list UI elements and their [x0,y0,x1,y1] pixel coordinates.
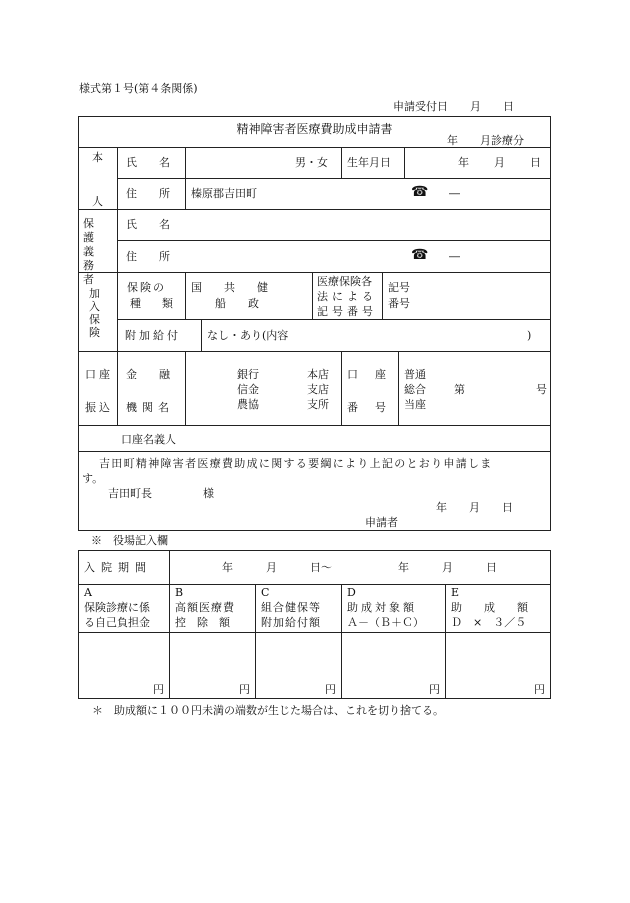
treatment-month: 年 月診療分 [447,134,524,147]
hospitalization-period-from[interactable]: 年 月 日〜 [222,561,332,574]
dob-month: 月 [494,156,505,169]
applicant-name-label: 氏 名 [126,156,170,169]
col-a-line1: 保険診療に係 [84,601,150,614]
col-c-line2: 附加給付額 [261,616,321,629]
col-d-unit: 円 [429,683,440,696]
footnote: ＊ 助成額に１００円未満の端数が生じた場合は、これを切り捨てる。 [92,704,444,717]
account-type-sogo[interactable]: 総合 [404,383,426,396]
applicant-address-value[interactable]: 榛原郡吉田町 [191,187,257,200]
col-b-line2: 控 除 額 [175,616,230,629]
addon-benefit-label: 附加給付 [125,329,181,342]
col-a-line2: る自己負担金 [84,616,150,629]
col-c-line1: 組合健保等 [261,601,321,614]
applicant-dob-label: 生年月日 [347,156,391,169]
col-d-line1: 助成対象額 [347,601,417,614]
declaration-line-1: 吉田町精神障害者医療費助成に関する要綱により上記のとおり申請しま [99,457,493,470]
col-e-letter: E [451,586,460,599]
hospitalization-period-label: 入院期間 [84,561,152,574]
insurance-number-label-3: 記号番号 [317,305,377,318]
guardian-section-label: 保護義務者 [83,217,99,286]
bank-section-label-top: 口座 [85,368,113,381]
col-c-unit: 円 [325,683,336,696]
bank-type-ginko[interactable]: 銀行 [237,368,259,381]
bank-institution-label-1: 金 融 [126,368,170,381]
insurance-kind-label-2: 種 類 [130,297,178,310]
insurance-section-label: 加入保険 [89,287,100,339]
branch-shisho[interactable]: 支所 [307,398,329,411]
account-go: 号 [536,383,547,396]
col-b-letter: B [175,586,184,599]
declaration-sama: 様 [203,487,214,500]
bank-type-shinkin[interactable]: 信金 [237,383,259,396]
applicant-address-label: 住 所 [126,187,170,200]
declaration-line-2: す。 [82,472,104,485]
col-b-line1: 高額医療費 [175,601,235,614]
applicant-section-label-bottom: 人 [92,195,103,208]
account-holder-label: 口座名義人 [121,433,176,446]
addon-benefit-close: ) [527,329,532,342]
applicant-sex[interactable]: 男・女 [295,156,328,169]
insurance-number-label-1: 医療保険各 [317,275,372,288]
form-title: 精神障害者医療費助成申請書 [236,122,393,136]
declaration-addressee: 吉田町長 [108,487,152,500]
guardian-name-label: 氏 名 [126,218,170,231]
dob-year: 年 [458,156,469,169]
telephone-icon: ☎ [411,247,429,263]
col-c-letter: C [261,586,270,599]
guardian-tel-dash: ― [449,250,460,263]
branch-shiten[interactable]: 支店 [307,383,329,396]
col-e-line2: Ｄ × ３／５ [451,616,527,629]
col-b-unit: 円 [239,683,250,696]
form-number: 様式第１号(第４条関係) [79,82,198,95]
col-d-letter: D [347,586,356,599]
addon-benefit-value[interactable]: なし・あり(内容 [207,329,289,342]
branch-honten[interactable]: 本店 [307,368,329,381]
col-e-line1: 助 成 額 [451,601,528,614]
account-number-label-2: 番 号 [347,401,389,414]
insurance-kind-label-1: 保険の [127,281,166,294]
declaration-date: 年 月 日 [436,501,513,514]
insurance-bango: 番号 [388,297,410,310]
guardian-address-label: 住 所 [126,250,170,263]
bank-section-label-bottom: 振込 [85,401,113,414]
insurance-number-label-2: 法による [317,290,377,303]
account-type-futsu[interactable]: 普通 [404,368,426,381]
office-use-heading: ※ 役場記入欄 [91,534,168,547]
bank-institution-label-2: 機関名 [126,401,174,414]
declaration-applicant-label: 申請者 [365,516,398,529]
col-a-letter: A [84,586,92,599]
applicant-tel-dash: ― [449,187,460,200]
receipt-date: 申請受付日 月 日 [393,100,514,113]
insurance-kind-kokukyo[interactable]: 国 共 健 [191,281,268,294]
col-d-line2: Ａ－（Ｂ＋Ｃ） [347,616,424,629]
applicant-section-label-top: 本 [92,151,103,164]
col-a-unit: 円 [153,683,164,696]
bank-type-nokyo[interactable]: 農協 [237,398,259,411]
hospitalization-period-to[interactable]: 年 月 日 [398,561,497,574]
insurance-kigo: 記号 [388,281,410,294]
account-type-toza[interactable]: 当座 [404,398,426,411]
account-dai: 第 [454,383,465,396]
telephone-icon: ☎ [411,184,429,200]
col-e-unit: 円 [534,683,545,696]
account-number-label-1: 口 座 [347,368,389,381]
insurance-kind-senkai[interactable]: 船 政 [215,297,259,310]
dob-day: 日 [530,156,541,169]
